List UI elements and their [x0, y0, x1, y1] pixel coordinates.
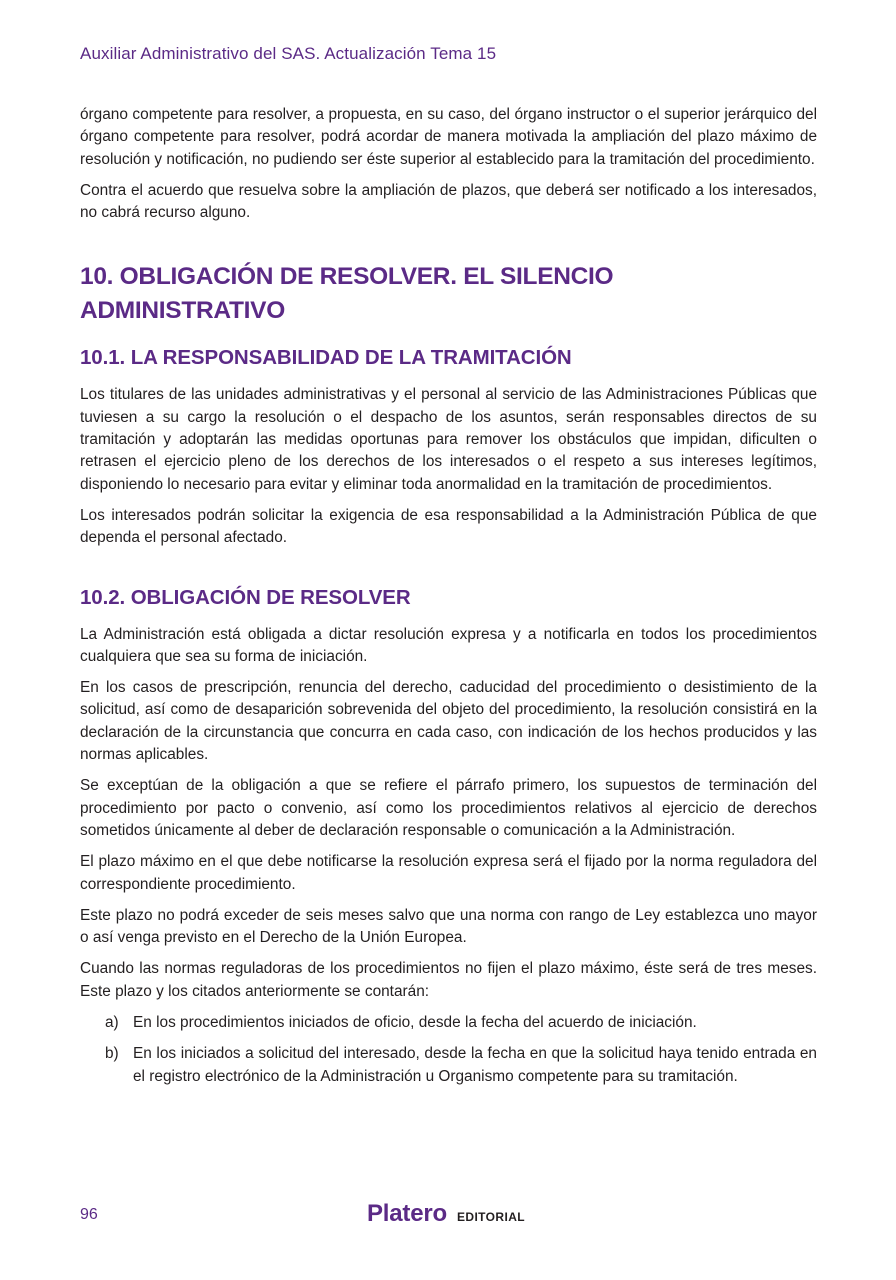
subsection-heading-responsabilidad: 10.1. LA RESPONSABILIDAD DE LA TRAMITACIÓN [80, 346, 572, 370]
section-heading: 10. OBLIGACIÓN DE RESOLVER. EL SILENCIO ADMINISTRATIVO [80, 263, 614, 325]
intro-paragraph: Contra el acuerdo que resuelva sobre la ampliación de plazos, que deberá ser notificado a los interesados, no cabrá recurso alguno. [80, 181, 817, 222]
brand-name: Platero [367, 1200, 447, 1227]
body-paragraph: El plazo máximo en el que debe notificarse la resolución expresa será el fijado por la norma reguladora del correspondiente procedimiento. [80, 853, 817, 893]
intro-paragraph: órgano competente para resolver, a propuesta, en su caso, del órgano instructor o el superior jerárquico del órgano competente para resolver, podrá acordar de manera motivada la ampliación del plazo máximo de resolución y notificación, no pudiendo ser éste superior al establecido para la tramitación del procedimiento. [80, 106, 817, 168]
page-number: 96 [80, 1206, 98, 1223]
page-content [80, 104, 817, 1097]
list-marker: a) [105, 1014, 119, 1032]
list-marker: b) [105, 1045, 119, 1063]
list-item-text: En los iniciados a solicitud del interesado, desde la fecha en que la solicitud haya tenido entrada en el registro electrónico de la Administración u Organismo competente para su tramitación. [133, 1045, 817, 1085]
publisher-logo [367, 1200, 525, 1228]
subsection-heading-obligacion: 10.2. OBLIGACIÓN DE RESOLVER [80, 585, 411, 609]
body-paragraph: Los titulares de las unidades administrativas y el personal al servicio de las Administraciones Públicas que tuviesen a su cargo la resolución o el despacho de los asuntos, serán responsables directos de su tramitación y adoptarán las medidas oportunas para remover los obstáculos que impidan, dificulten o retrasen el ejercicio pleno de los derechos de los interesados o el respeto a sus intereses legítimos, disponiendo lo necesario para evitar y eliminar toda anormalidad en la tramitación de procedimientos. [80, 386, 817, 493]
running-header: Auxiliar Administrativo del SAS. Actualización Tema 15 [80, 44, 497, 63]
body-paragraph: La Administración está obligada a dictar resolución expresa y a notificarla en todos los procedimientos cualquiera que sea su forma de iniciación. [80, 625, 817, 665]
brand-subtitle: EDITORIAL [456, 1210, 526, 1224]
body-paragraph: Los interesados podrán solicitar la exigencia de esa responsabilidad a la Administración Pública de que dependa el personal afectado. [80, 506, 817, 547]
list-item [80, 1043, 817, 1088]
body-paragraph: Este plazo no podrá exceder de seis meses salvo que una norma con rango de Ley establezca uno mayor o así venga previsto en el Derecho de la Unión Europea. [80, 906, 817, 947]
list-item-text: En los procedimientos iniciados de oficio, desde la fecha del acuerdo de iniciación. [133, 1014, 697, 1032]
body-paragraph: Se exceptúan de la obligación a que se refiere el párrafo primero, los supuestos de terminación del procedimiento por pacto o convenio, así como los procedimientos relativos al ejercicio de derechos sometidos únicamente al deber de declaración responsable o comunicación a la Administración. [80, 777, 817, 839]
body-paragraph: Cuando las normas reguladoras de los procedimientos no fijen el plazo máximo, éste será de tres meses. Este plazo y los citados anteriormente se contarán: [80, 960, 817, 1000]
list-item [80, 1012, 817, 1034]
body-paragraph: En los casos de prescripción, renuncia del derecho, caducidad del procedimiento o desistimiento de la solicitud, así como de desaparición sobrevenida del objeto del procedimiento, la resolución consistirá en la declaración de la circunstancia que concurra en cada caso, con indicación de los hechos producidos y las normas aplicables. [80, 679, 817, 764]
lettered-list [80, 1012, 817, 1088]
